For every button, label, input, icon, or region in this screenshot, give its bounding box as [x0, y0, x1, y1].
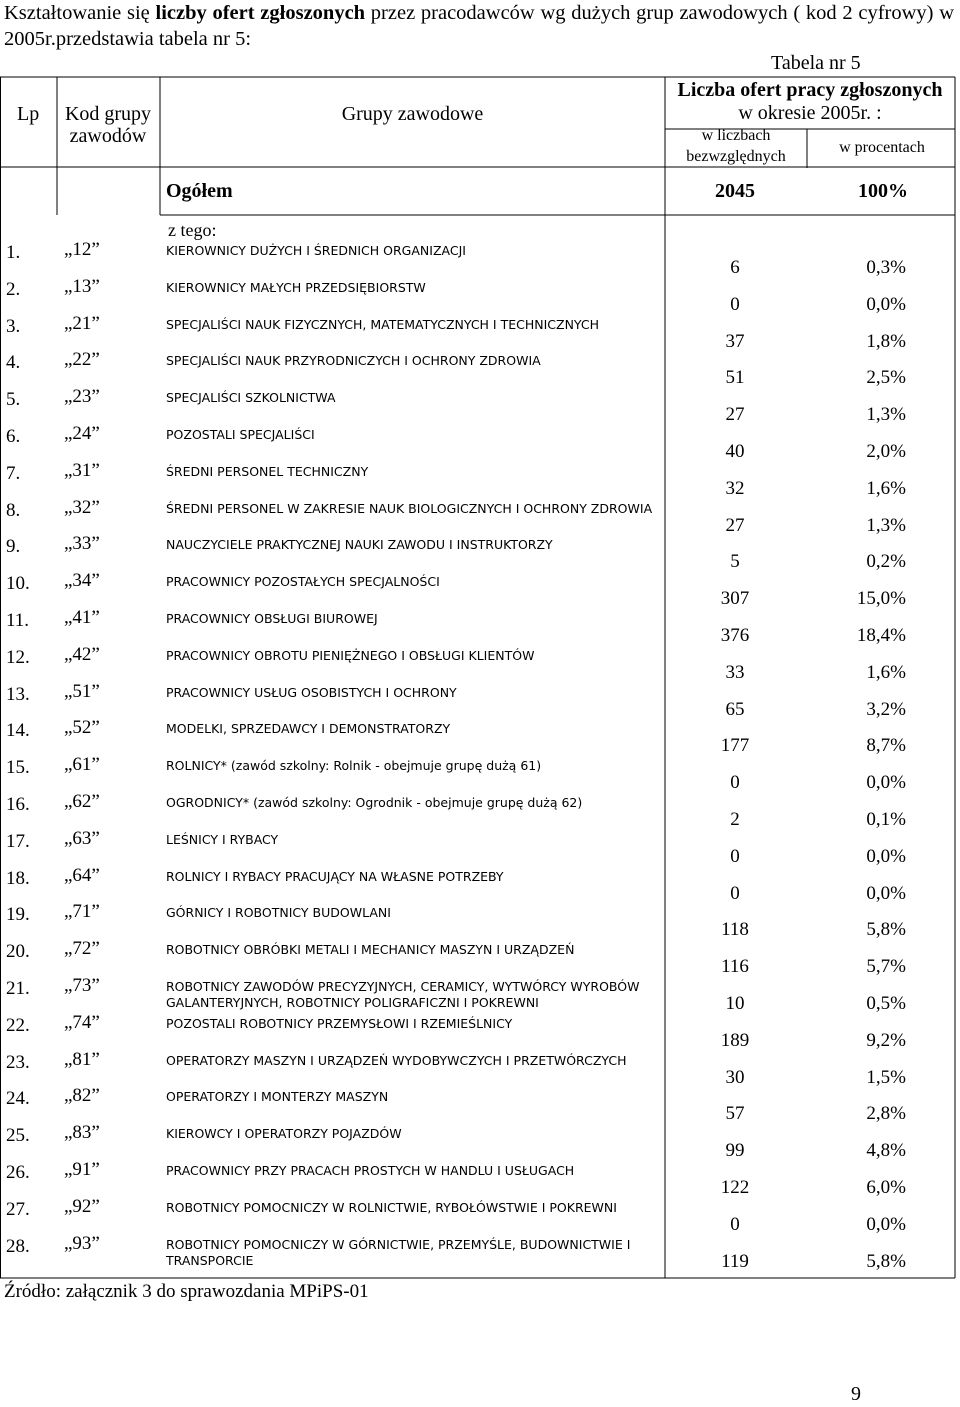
intro-text-2: przez pracodawców wg dużych grup zawodowych ( kod 2 cyfrowy) w 2005r.przedstawia tabela nr 5:: [4, 2, 955, 50]
row-lp: 13.: [6, 683, 30, 705]
row-lp: 5.: [6, 389, 21, 411]
row-lp: 17.: [6, 830, 30, 852]
row-lp: 1.: [6, 242, 21, 263]
row-name: ŚREDNI PERSONEL TECHNICZNY: [166, 463, 369, 479]
row-code: „74”: [64, 1011, 100, 1033]
row-name: ROBOTNICY ZAWODÓW PRECYZYJNYCH, CERAMICY, WYTWÓRCY WYROBÓW GALANTERYJNYCH, ROBOTNICY POLIGRAFICZNI I POKREWNI: [166, 979, 640, 1010]
header-kod-1: Kod grupy: [64, 103, 152, 125]
row-code: „72”: [64, 938, 100, 960]
row-percent: 0,0%: [866, 1213, 906, 1235]
row-lp: 11.: [6, 610, 30, 631]
row-code: „24”: [64, 423, 100, 444]
row-value: 376: [720, 625, 750, 646]
row-value: 30: [725, 1066, 745, 1088]
row-name: POZOSTALI ROBOTNICY PRZEMYSŁOWI I RZEMIEŚLNICY: [166, 1015, 513, 1031]
row-percent: 3,2%: [866, 698, 906, 720]
row-percent: 0,0%: [866, 882, 906, 904]
row-value: 65: [725, 698, 745, 720]
row-percent: 5,8%: [866, 1250, 906, 1272]
row-percent: 1,8%: [866, 330, 906, 352]
row-lp: 7.: [6, 462, 21, 484]
row-percent: 1,6%: [866, 661, 906, 683]
row-code: „81”: [64, 1048, 100, 1070]
header-grupy: Grupy zawodowe: [341, 103, 484, 125]
row-code: „61”: [64, 754, 100, 776]
row-value: 32: [725, 477, 745, 499]
row-name: SPECJALIŚCI SZKOLNICTWA: [166, 390, 336, 406]
row-code: „12”: [64, 239, 100, 260]
row-lp: 28.: [6, 1235, 30, 1257]
row-value: 51: [725, 367, 745, 389]
row-name: ROBOTNICY POMOCNICZY W GÓRNICTWIE, PRZEMYŚLE, BUDOWNICTWIE I TRANSPORCIE: [166, 1236, 631, 1268]
header-liczba-2: w okresie 2005r. :: [738, 102, 882, 124]
row-percent: 0,3%: [866, 257, 906, 278]
source-note: Źródło: załącznik 3 do sprawozdania MPiPS-01: [4, 1281, 369, 1302]
row-code: „31”: [64, 459, 100, 481]
row-value: 177: [720, 735, 750, 757]
row-percent: 0,5%: [866, 993, 906, 1014]
row-value: 116: [721, 956, 749, 978]
row-percent: 0,2%: [866, 551, 906, 573]
row-percent: 15,0%: [856, 588, 906, 610]
header-liczbach-1: w liczbach: [701, 127, 771, 144]
row-code: „33”: [64, 533, 100, 555]
row-value: 6: [730, 257, 740, 278]
page-number: 9: [851, 1383, 861, 1405]
row-code: „91”: [64, 1159, 100, 1180]
total-value: 2045: [715, 180, 755, 202]
row-name: MODELKI, SPRZEDAWCY I DEMONSTRATORZY: [166, 721, 451, 737]
row-lp: 26.: [6, 1162, 30, 1183]
row-value: 5: [730, 551, 740, 573]
row-value: 27: [725, 404, 745, 426]
row-value: 0: [730, 293, 740, 315]
row-code: „82”: [64, 1085, 100, 1107]
row-code: „52”: [64, 717, 100, 739]
row-lp: 22.: [6, 1014, 30, 1036]
row-value: 0: [730, 1213, 740, 1235]
row-percent: 1,5%: [866, 1066, 906, 1088]
intro-bold: liczby ofert zgłoszonych: [155, 2, 366, 24]
row-code: „13”: [64, 275, 100, 297]
row-percent: 1,3%: [866, 514, 906, 536]
total-label: Ogółem: [166, 180, 233, 202]
row-code: „64”: [64, 864, 100, 886]
row-code: „92”: [64, 1195, 100, 1217]
row-percent: 0,0%: [866, 293, 906, 315]
row-percent: 18,4%: [856, 625, 906, 646]
row-code: „21”: [64, 312, 100, 334]
row-name: KIEROWNICY MAŁYCH PRZEDSIĘBIORSTW: [166, 279, 426, 295]
row-name: SPECJALIŚCI NAUK FIZYCZNYCH, MATEMATYCZNYCH I TECHNICZNYCH: [166, 316, 599, 332]
row-percent: 8,7%: [866, 735, 906, 757]
row-code: „23”: [64, 386, 100, 408]
row-name: PRACOWNICY OBROTU PIENIĘŻNEGO I OBSŁUGI KLIENTÓW: [166, 647, 535, 663]
row-value: 0: [730, 882, 740, 904]
row-name: ROBOTNICY OBRÓBKI METALI I MECHANICY MASZYN I URZĄDZEŃ: [166, 942, 575, 958]
row-value: 2: [730, 809, 740, 830]
row-percent: 5,8%: [866, 919, 906, 941]
row-name: ROBOTNICY POMOCNICZY W ROLNICTWIE, RYBOŁÓWSTWIE I POKREWNI: [166, 1199, 617, 1215]
offers-table: [0, 50, 960, 1280]
row-lp: 3.: [6, 315, 21, 337]
row-value: 33: [725, 661, 745, 683]
row-lp: 10.: [6, 573, 30, 595]
row-name: KIEROWCY I OPERATORZY POJAZDÓW: [166, 1126, 402, 1142]
row-code: „51”: [64, 680, 100, 702]
row-code: „63”: [64, 827, 100, 849]
row-value: 37: [725, 330, 745, 352]
row-name: PRACOWNICY OBSŁUGI BIUROWEJ: [166, 611, 378, 626]
header-liczba-1: Liczba ofert pracy zgłoszonych: [677, 79, 943, 101]
row-lp: 18.: [6, 867, 30, 889]
row-name: OPERATORZY MASZYN I URZĄDZEŃ WYDOBYWCZYCH I PRZETWÓRCZYCH: [166, 1052, 627, 1068]
row-percent: 2,5%: [866, 367, 906, 389]
row-name: PRACOWNICY PRZY PRACACH PROSTYCH W HANDLU I USŁUGACH: [166, 1163, 575, 1178]
row-code: „41”: [64, 607, 100, 628]
row-name: GÓRNICY I ROBOTNICY BUDOWLANI: [166, 905, 391, 921]
z-tego: z tego:: [168, 220, 217, 240]
row-code: „93”: [64, 1232, 100, 1254]
row-name: ROLNICY I RYBACY PRACUJĄCY NA WŁASNE POTRZEBY: [166, 868, 504, 884]
row-lp: 12.: [6, 646, 30, 668]
row-lp: 2.: [6, 278, 21, 300]
row-percent: 0,0%: [866, 772, 906, 794]
row-percent: 2,0%: [866, 441, 906, 462]
row-lp: 15.: [6, 757, 30, 779]
row-percent: 6,0%: [866, 1177, 906, 1198]
row-name: ROLNICY* (zawód szkolny: Rolnik - obejmuje grupę dużą 61): [166, 758, 542, 774]
row-code: „83”: [64, 1122, 100, 1144]
row-lp: 4.: [6, 352, 21, 374]
row-value: 119: [721, 1250, 749, 1272]
row-value: 27: [725, 514, 745, 536]
header-procentach: w procentach: [839, 139, 925, 156]
row-value: 40: [725, 441, 745, 462]
row-percent: 9,2%: [866, 1029, 906, 1051]
row-lp: 24.: [6, 1088, 30, 1110]
row-name: POZOSTALI SPECJALIŚCI: [166, 427, 315, 442]
row-value: 99: [725, 1140, 745, 1162]
row-name: LEŚNICY I RYBACY: [166, 831, 279, 847]
row-lp: 23.: [6, 1051, 30, 1073]
row-percent: 4,8%: [866, 1140, 906, 1162]
row-lp: 27.: [6, 1198, 30, 1220]
row-percent: 5,7%: [866, 956, 906, 978]
row-percent: 1,3%: [866, 404, 906, 426]
row-name: ŚREDNI PERSONEL W ZAKRESIE NAUK BIOLOGICZNYCH I OCHRONY ZDROWIA: [166, 500, 653, 516]
row-lp: 20.: [6, 941, 30, 963]
row-name: SPECJALIŚCI NAUK PRZYRODNICZYCH I OCHRONY ZDROWIA: [166, 353, 541, 369]
row-code: „42”: [64, 643, 100, 665]
row-value: 10: [725, 993, 745, 1014]
table-caption: Tabela nr 5: [771, 52, 861, 74]
row-code: „73”: [64, 975, 100, 996]
row-code: „34”: [64, 570, 100, 592]
header-lp: Lp: [17, 103, 40, 125]
row-percent: 0,0%: [866, 845, 906, 867]
row-name: OPERATORZY I MONTERZY MASZYN: [166, 1089, 389, 1105]
row-lp: 8.: [6, 499, 21, 521]
row-value: 122: [720, 1177, 750, 1198]
row-lp: 6.: [6, 426, 21, 447]
row-code: „71”: [64, 901, 100, 923]
row-name: KIEROWNICY DUŻYCH I ŚREDNICH ORGANIZACJI: [166, 243, 466, 258]
row-lp: 25.: [6, 1125, 30, 1147]
row-code: „32”: [64, 496, 100, 518]
row-name: PRACOWNICY USŁUG OSOBISTYCH I OCHRONY: [166, 684, 457, 700]
row-name: PRACOWNICY POZOSTAŁYCH SPECJALNOŚCI: [166, 574, 440, 590]
row-lp: 14.: [6, 720, 30, 742]
intro-paragraph: [4, 0, 954, 52]
row-percent: 2,8%: [866, 1103, 906, 1125]
row-percent: 1,6%: [866, 477, 906, 499]
row-percent: 0,1%: [866, 809, 906, 830]
row-value: 118: [721, 919, 749, 941]
row-lp: 21.: [6, 978, 30, 999]
row-value: 57: [725, 1103, 745, 1125]
row-code: „22”: [64, 349, 100, 371]
row-lp: 9.: [6, 536, 21, 558]
row-name: NAUCZYCIELE PRAKTYCZNEJ NAUKI ZAWODU I INSTRUKTORZY: [166, 537, 553, 553]
header-kod-2: zawodów: [69, 125, 147, 147]
row-value: 189: [720, 1029, 750, 1051]
row-value: 0: [730, 845, 740, 867]
total-percent: 100%: [858, 180, 908, 202]
row-value: 0: [730, 772, 740, 794]
row-lp: 16.: [6, 794, 30, 815]
header-liczbach-2: bezwzględnych: [686, 148, 786, 165]
row-name: OGRODNICY* (zawód szkolny: Ogrodnik - obejmuje grupę dużą 62): [166, 795, 583, 810]
row-lp: 19.: [6, 904, 30, 926]
row-value: 307: [720, 588, 750, 610]
row-code: „62”: [64, 791, 100, 812]
intro-text-1: Kształtowanie się: [4, 2, 156, 24]
